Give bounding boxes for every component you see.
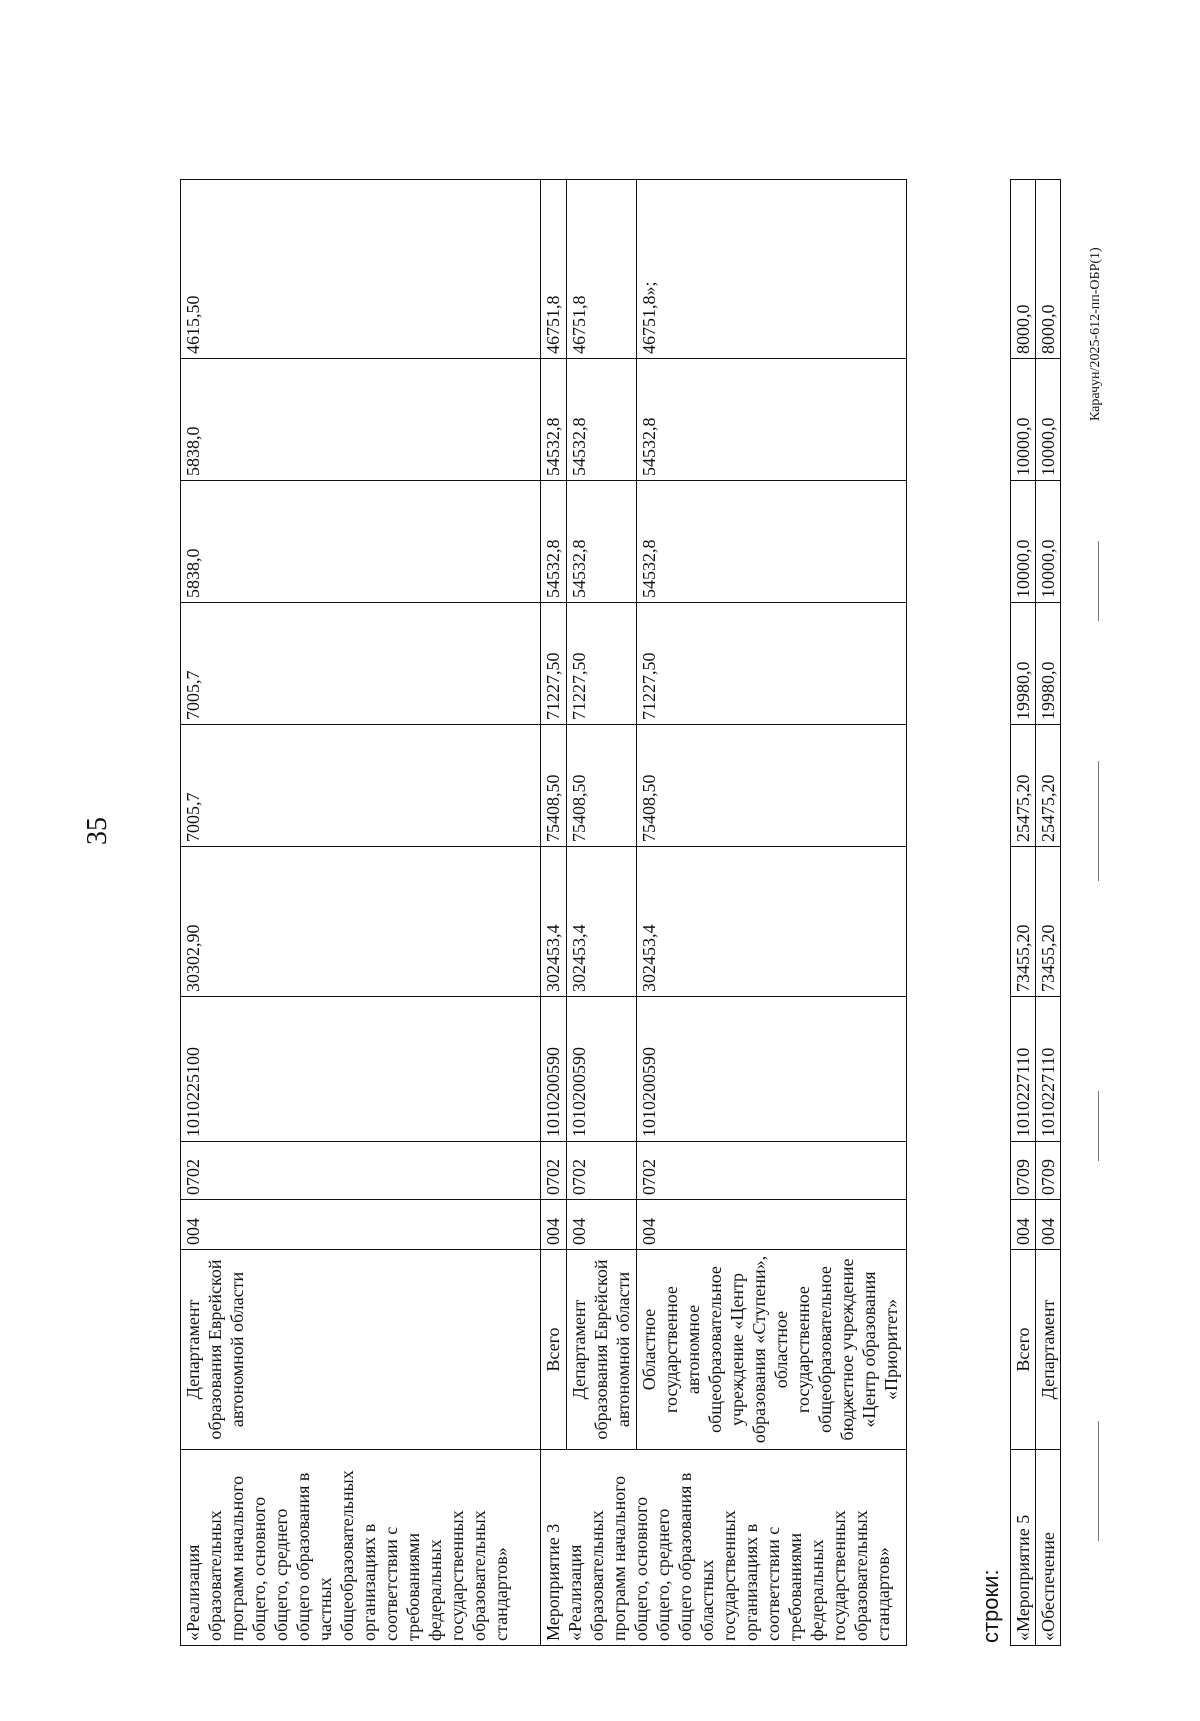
csr-code: 1010200590 xyxy=(541,997,567,1142)
activity-name: «Обеспечение xyxy=(1036,1450,1061,1646)
value-year3: 54532,8 xyxy=(567,481,637,603)
value-total: 73455,20 xyxy=(1011,847,1036,997)
activity-description: «Реализация образовательных программ начального общего, основного общего, среднего общего образования в областных государственных организациях в соответствии с требованиями федеральных государственных образовательных стандартов» xyxy=(565,1472,893,1641)
executor: Департамент образования Еврейской автономной области xyxy=(567,1250,637,1450)
csr-code: 1010200590 xyxy=(567,997,637,1142)
executor: Областное государственное автономное общеобразовательное учреждение «Центр образования «Ступени», областное государственное общеобразовательное бюджетное учреждение «Центр образования «Приоритет» xyxy=(637,1250,907,1450)
value-year2: 71227,50 xyxy=(567,603,637,725)
csr-code: 1010225100 xyxy=(181,997,541,1142)
value-year1: 75408,50 xyxy=(567,725,637,847)
grbs-code: 004 xyxy=(637,1200,907,1250)
value-year2: 19980,0 xyxy=(1011,603,1036,725)
footer-code: Карачун/2025-612-пп-ОБР(1) xyxy=(1088,247,1103,421)
value-year4: 54532,8 xyxy=(541,359,567,481)
page-number: 35 xyxy=(82,817,113,845)
scan-artifact-line xyxy=(1098,541,1099,621)
value-year3: 54532,8 xyxy=(637,481,907,603)
table-row xyxy=(181,180,541,1646)
value-year5: 46751,8 xyxy=(567,180,637,359)
value-year4: 54532,8 xyxy=(637,359,907,481)
section-code: 0702 xyxy=(567,1142,637,1200)
section-label: строки: xyxy=(978,1569,1003,1643)
section-code: 0702 xyxy=(181,1142,541,1200)
executor: Департамент образования Еврейской автономной области xyxy=(181,1250,541,1450)
value-year1: 25475,20 xyxy=(1036,725,1061,847)
value-year5: 8000,0 xyxy=(1011,180,1036,359)
value-year5: 46751,8»; xyxy=(637,180,907,359)
value-total: 73455,20 xyxy=(1036,847,1061,997)
scan-artifact-line xyxy=(1098,1091,1099,1161)
activity-name xyxy=(541,1450,907,1646)
section-code: 0709 xyxy=(1036,1142,1061,1200)
value-year1: 7005,7 xyxy=(181,725,541,847)
executor: Всего xyxy=(1011,1250,1036,1450)
csr-code: 1010227110 xyxy=(1011,997,1036,1142)
section-code: 0702 xyxy=(637,1142,907,1200)
table-row xyxy=(1036,180,1061,1646)
value-year2: 71227,50 xyxy=(541,603,567,725)
grbs-code: 004 xyxy=(1011,1200,1036,1250)
value-year2: 19980,0 xyxy=(1036,603,1061,725)
value-year2: 71227,50 xyxy=(637,603,907,725)
value-year3: 5838,0 xyxy=(181,481,541,603)
value-year5: 8000,0 xyxy=(1036,180,1061,359)
budget-table-continuation xyxy=(1010,179,1061,1646)
value-year4: 10000,0 xyxy=(1011,359,1036,481)
value-year1: 75408,50 xyxy=(637,725,907,847)
table-row xyxy=(637,180,907,1646)
value-total: 302453,4 xyxy=(567,847,637,997)
grbs-code: 004 xyxy=(541,1200,567,1250)
value-year5: 46751,8 xyxy=(541,180,567,359)
csr-code: 1010227110 xyxy=(1036,997,1061,1142)
value-year1: 25475,20 xyxy=(1011,725,1036,847)
value-year4: 54532,8 xyxy=(567,359,637,481)
grbs-code: 004 xyxy=(181,1200,541,1250)
section-code: 0709 xyxy=(1011,1142,1036,1200)
value-year4: 10000,0 xyxy=(1036,359,1061,481)
value-year4: 5838,0 xyxy=(181,359,541,481)
scan-artifact-line xyxy=(1098,1421,1099,1541)
executor: Всего xyxy=(541,1250,567,1450)
value-year1: 75408,50 xyxy=(541,725,567,847)
activity-name: «Мероприятие 5 xyxy=(1011,1450,1036,1646)
value-total: 30302,90 xyxy=(181,847,541,997)
scan-artifact-line xyxy=(1098,761,1099,881)
csr-code: 1010200590 xyxy=(637,997,907,1142)
budget-table xyxy=(180,179,907,1646)
value-year3: 10000,0 xyxy=(1036,481,1061,603)
value-year3: 10000,0 xyxy=(1011,481,1036,603)
table-row xyxy=(567,180,637,1646)
grbs-code: 004 xyxy=(1036,1200,1061,1250)
table-row xyxy=(1011,180,1036,1646)
table-row xyxy=(541,180,567,1646)
value-year3: 54532,8 xyxy=(541,481,567,603)
value-year5: 4615,50 xyxy=(181,180,541,359)
section-code: 0702 xyxy=(541,1142,567,1200)
activity-title: Мероприятие 3 xyxy=(543,1523,563,1641)
activity-name: «Реализация образовательных программ начального общего, основного общего, среднего общего образования в частных общеобразовательных организациях в соответствии с требованиями федеральных государственных образовательных стандартов» xyxy=(181,1450,541,1646)
value-total: 302453,4 xyxy=(637,847,907,997)
grbs-code: 004 xyxy=(567,1200,637,1250)
value-total: 302453,4 xyxy=(541,847,567,997)
value-year2: 7005,7 xyxy=(181,603,541,725)
executor: Департамент xyxy=(1036,1250,1061,1450)
